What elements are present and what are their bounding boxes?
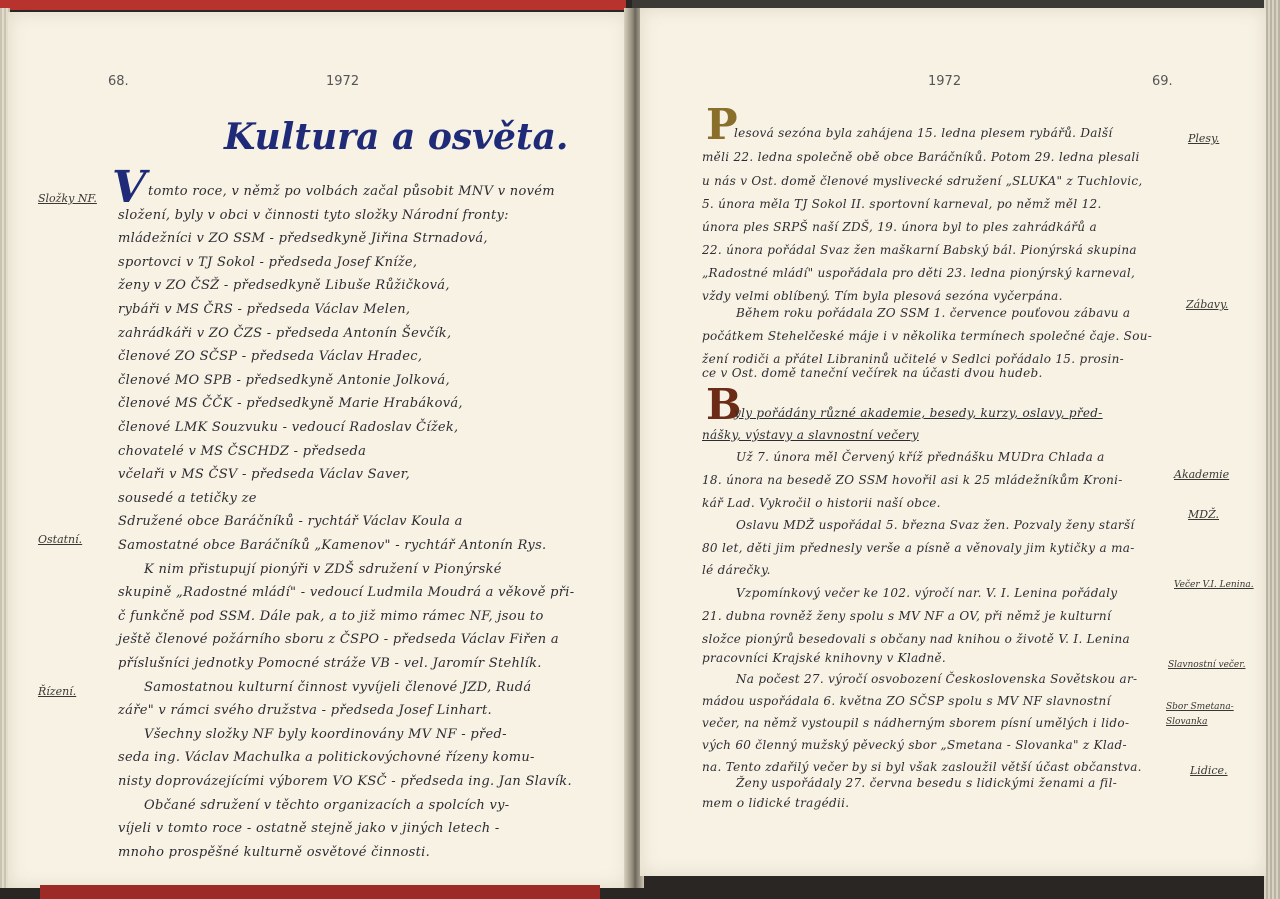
book-cover-edge xyxy=(0,0,626,10)
text-line: mládežníci v ZO SSM - předsedkyně Jiřina Strnadová, xyxy=(118,231,488,247)
text-line: složení, byly v obci v činnosti tyto složky Národní fronty: xyxy=(118,207,509,223)
text-line: Oslavu MDŽ uspořádal 5. března Svaz žen. Pozvaly ženy starší xyxy=(736,518,1135,532)
text-line: členové MO SPB - předsedkyně Antonie Jolková, xyxy=(118,372,450,388)
margin-note-ostatni: Ostatní. xyxy=(38,533,83,546)
text-line: Samostatné obce Baráčníků „Kamenov" - rychtář Antonín Rys. xyxy=(118,538,547,553)
text-line: členové ZO SČSP - předseda Václav Hradec, xyxy=(118,349,423,365)
text-line: lé dárečky. xyxy=(702,563,771,577)
text-line: Občané sdružení v těchto organizacích a spolcích vy- xyxy=(144,797,510,813)
right-page xyxy=(640,8,1266,876)
left-page-number: 68. xyxy=(108,74,129,89)
text-line: vých 60 členný mužský pěvecký sbor „Smetana - Slovanka" z Klad- xyxy=(702,738,1127,752)
margin-note-slozky: Složky NF. xyxy=(38,192,97,205)
margin-note-zabavy: Zábavy. xyxy=(1186,298,1229,311)
margin-note-slavnostni: Slavnostní večer. xyxy=(1168,660,1246,670)
margin-note-mdz: MDŽ. xyxy=(1188,508,1220,521)
right-page-year: 1972 xyxy=(928,74,962,89)
left-page-year: 1972 xyxy=(326,74,360,89)
text-line: „Radostné mládí" uspořádala pro děti 23. ledna pionýrský karneval, xyxy=(702,266,1136,280)
right-page-number: 69. xyxy=(1152,74,1173,89)
text-line: seda ing. Václav Machulka a politickovýchovné řízeny komu- xyxy=(118,750,535,766)
text-line: mem o lidické tragédii. xyxy=(702,796,850,810)
text-line: členové LMK Souzvuku - vedoucí Radoslav Čížek, xyxy=(118,420,459,435)
section-heading-line: yly pořádány různé akademie, besedy, kurzy, oslavy, před- xyxy=(734,406,1103,420)
text-line: Sdružené obce Baráčníků - rychtář Václav Koula a xyxy=(118,514,463,530)
text-line: č funkčně pod SSM. Dále pak, a to již mimo rámec NF, jsou to xyxy=(118,608,544,624)
text-line: příslušníci jednotky Pomocné stráže VB - vel. Jaromír Stehlík. xyxy=(118,656,542,671)
margin-note-lidice: Lidice. xyxy=(1190,764,1228,777)
text-line: vždy velmi oblíbený. Tím byla plesová sezóna vyčerpána. xyxy=(702,289,1063,303)
text-line: počátkem Stehelčeské máje i v několika termínech společné čaje. Sou- xyxy=(702,329,1153,343)
text-line: rybáři v MS ČRS - předseda Václav Melen, xyxy=(118,302,411,317)
left-page xyxy=(8,12,628,888)
text-line: Vzpomínkový večer ke 102. výročí nar. V. I. Lenina pořádaly xyxy=(736,586,1118,600)
text-line: členové MS ČČK - předsedkyně Marie Hrabáková, xyxy=(118,396,463,412)
text-line: tomto roce, v němž po volbách začal působit MNV v novém xyxy=(148,184,555,199)
text-line: nisty doprovázejícími výborem VO KSČ - předseda ing. Jan Slavík. xyxy=(118,774,572,789)
text-line: 80 let, děti jim přednesly verše a písně a věnovaly jim kytičky a ma- xyxy=(702,541,1135,555)
text-line: žení rodiči a přátel Libraninů učitelé v Sedlci pořádalo 15. prosin- xyxy=(702,352,1124,366)
text-line: záře" v rámci svého družstva - předseda Josef Linhart. xyxy=(118,703,492,719)
text-line: 22. února pořádal Svaz žen maškarní Babský bál. Pionýrská skupina xyxy=(702,243,1137,257)
section-heading-line: nášky, výstavy a slavnostní večery xyxy=(702,428,919,442)
initial-letter: V xyxy=(112,162,147,213)
text-line: ještě členové požárního sboru z ČSPO - předseda Václav Fiřen a xyxy=(118,632,559,648)
text-line: 21. dubna rovněž ženy spolu s MV NF a OV, při němž je kulturní xyxy=(702,609,1112,623)
margin-note-rizeni: Řízení. xyxy=(38,685,77,698)
text-line: K nim přistupují pionýři v ZDŠ sdružení v Pionýrské xyxy=(144,561,502,577)
text-line: Všechny složky NF byly koordinovány MV NF - před- xyxy=(144,726,507,742)
text-line: kář Lad. Vykročil o historii naší obce. xyxy=(702,496,941,510)
text-line: Už 7. února měl Červený kříž přednášku MUDra Chlada a xyxy=(736,450,1105,464)
text-line: chovatelé v MS ČSCHDZ - předseda xyxy=(118,443,367,459)
text-line: Během roku pořádala ZO SSM 1. července pouťovou zábavu a xyxy=(736,306,1131,320)
text-line: Na počest 27. výročí osvobození Československa Sovětskou ar- xyxy=(736,672,1138,686)
text-line: mnoho prospěšné kulturně osvětové činnosti. xyxy=(118,844,431,860)
margin-note-akademie: Akademie xyxy=(1174,468,1230,481)
text-line: 18. února na besedě ZO SSM hovořil asi k 25 mládežníkům Kroni- xyxy=(702,473,1123,487)
book-cover-edge-bottom xyxy=(40,885,600,899)
text-line: sportovci v TJ Sokol - předseda Josef Kníže, xyxy=(118,254,418,270)
text-line: ce v Ost. domě taneční večírek na účasti dvou hudeb. xyxy=(702,366,1043,380)
text-line: víjeli v tomto roce - ostatně stejně jako v jiných letech - xyxy=(118,821,500,837)
margin-note-lenin: Večer V.I. Lenina. xyxy=(1174,580,1254,590)
text-line: u nás v Ost. domě členové myslivecké sdružení „SLUKA" z Tuchlovic, xyxy=(702,174,1143,188)
text-line: sousedé a tetičky ze xyxy=(118,490,257,506)
text-line: večer, na němž vystoupil s nádherným sborem písní umělých i lido- xyxy=(702,716,1130,730)
text-line: na. Tento zdařilý večer by si byl však zasloužil větší účast občanstva. xyxy=(702,760,1142,774)
margin-note-sbor: Sbor Smetana-Slovanka xyxy=(1166,702,1234,727)
text-line: ženy v ZO ČSŽ - předsedkyně Libuše Růžičková, xyxy=(118,278,450,294)
page-title: Kultura a osvěta. xyxy=(224,116,569,158)
text-line: pracovníci Krajské knihovny v Kladně. xyxy=(702,651,947,665)
text-line: skupině „Radostné mládí" - vedoucí Ludmila Moudrá a věkově při- xyxy=(118,585,575,601)
margin-note-plesy: Plesy. xyxy=(1188,132,1220,145)
initial-letter-p: P xyxy=(706,100,738,149)
text-line: zahrádkáři v ZO ČZS - předseda Antonín Ševčík, xyxy=(118,325,452,341)
text-line: Ženy uspořádaly 27. června besedu s lidickými ženami a fil- xyxy=(736,776,1118,790)
text-line: lesová sezóna byla zahájena 15. ledna plesem rybářů. Další xyxy=(734,126,1113,140)
initial-letter-b: B xyxy=(706,380,742,429)
text-line: Samostatnou kulturní činnost vyvíjeli členové JZD, Rudá xyxy=(144,679,532,695)
text-line: včelaři v MS ČSV - předseda Václav Saver, xyxy=(118,467,411,483)
text-line: 5. února měla TJ Sokol II. sportovní karneval, po němž měl 12. xyxy=(702,197,1102,211)
page-stack-right xyxy=(1264,0,1280,899)
text-line: mádou uspořádala 6. května ZO SČSP spolu s MV NF slavnostní xyxy=(702,694,1111,708)
text-line: složce pionýrů besedovali s občany nad knihou o životě V. I. Lenina xyxy=(702,632,1130,646)
text-line: měli 22. ledna společně obě obce Baráčníků. Potom 29. ledna plesali xyxy=(702,150,1140,164)
text-line: února ples SRPŠ naší ZDŠ, 19. února byl to ples zahrádkářů a xyxy=(702,220,1097,234)
